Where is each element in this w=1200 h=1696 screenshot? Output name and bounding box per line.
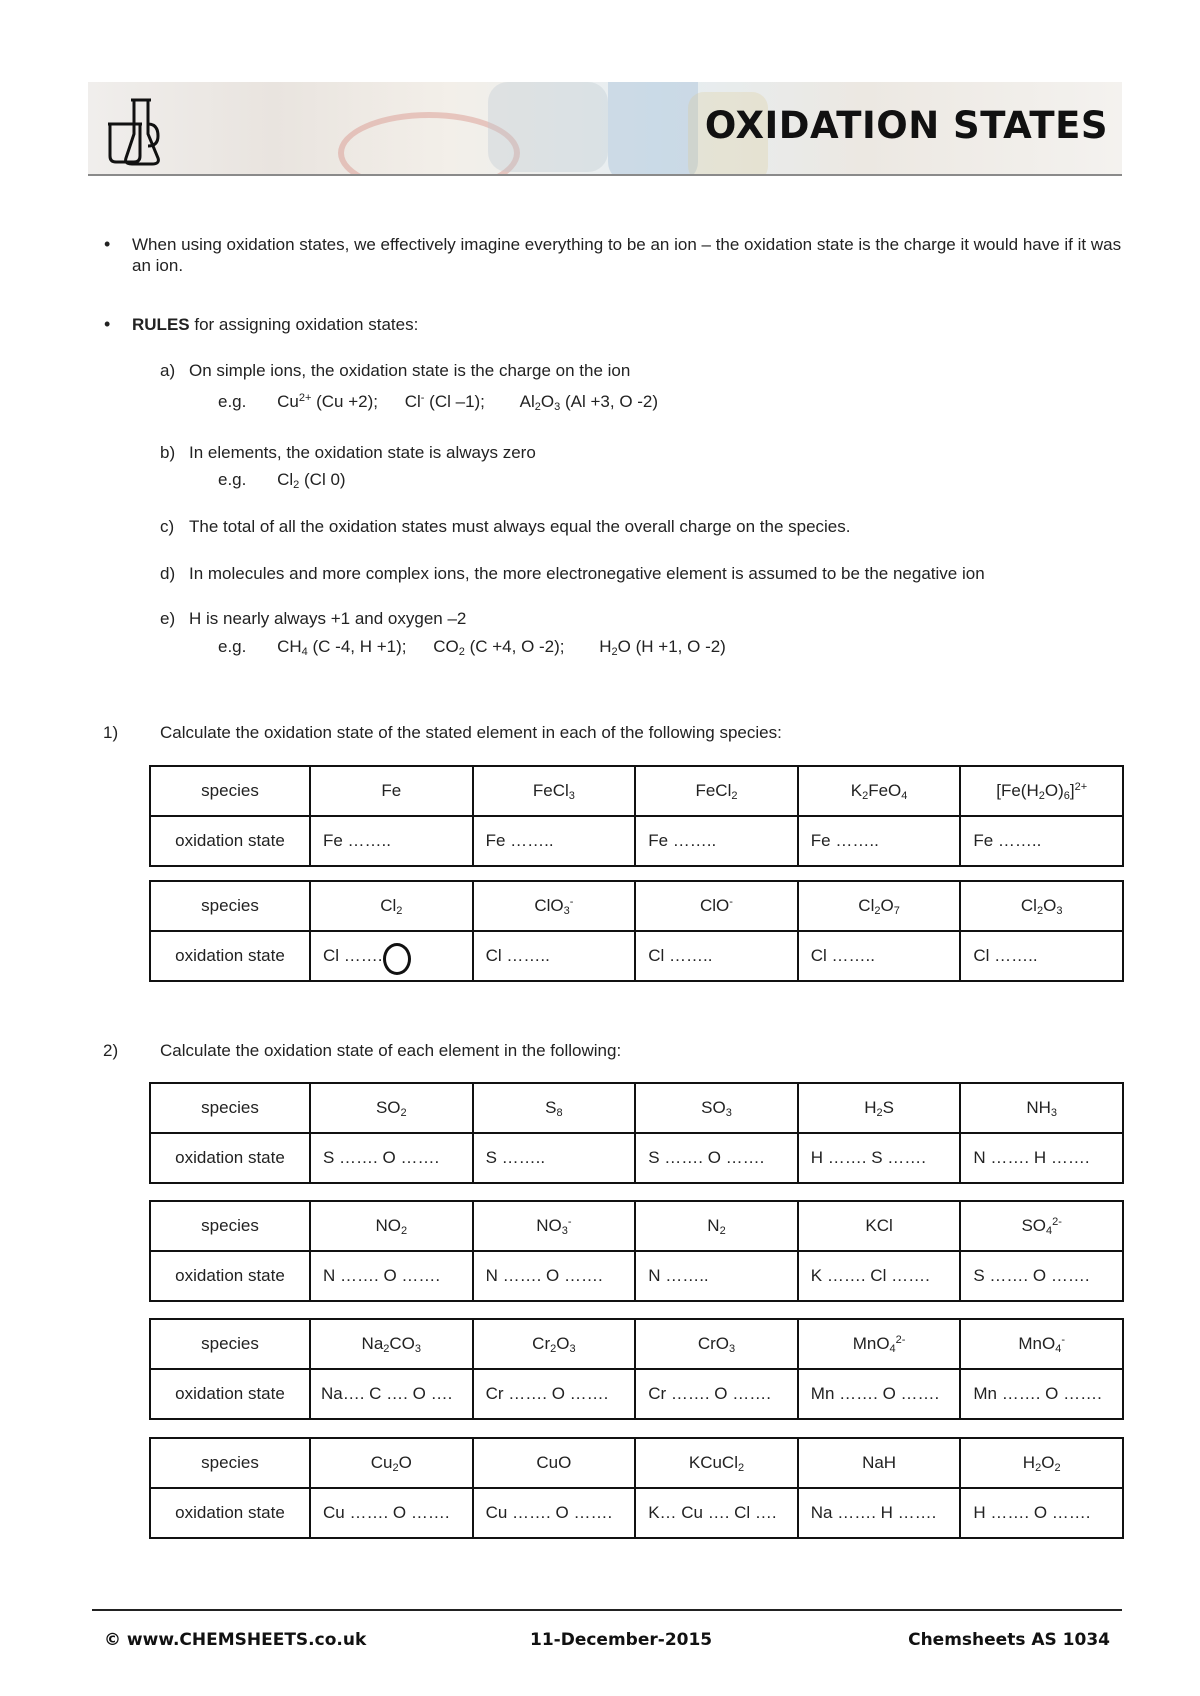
lab-glassware-icon xyxy=(104,94,164,166)
answer-cell[interactable]: S ……. O ……. xyxy=(960,1251,1123,1301)
answer-cell[interactable]: Cl …….. xyxy=(635,931,798,981)
answer-cell[interactable]: Cu ……. O ……. xyxy=(473,1488,636,1538)
answer-cell[interactable]: Mn ……. O ……. xyxy=(798,1369,961,1419)
species-cell: $Cu_2O$ xyxy=(310,1438,473,1488)
table-1 xyxy=(149,765,1124,867)
answer-cell[interactable]: Cl …….. xyxy=(310,931,473,981)
species-cell: $Cl_2$ xyxy=(310,881,473,931)
rules-heading-rest: for assigning oxidation states: xyxy=(189,315,419,334)
row-label-oxidation-state: oxidation state xyxy=(150,931,310,981)
answer-cell[interactable]: Na ……. H ……. xyxy=(798,1488,961,1538)
species-cell: ClO$_3$- xyxy=(473,881,636,931)
species-cell: $S_8$ xyxy=(473,1083,636,1133)
row-label-oxidation-state: oxidation state xyxy=(150,816,310,866)
rule-d: d) In molecules and more complex ions, the more electronegative element is assumed to be the negative ion xyxy=(160,564,985,583)
answer-cell[interactable]: Na…. C …. O …. xyxy=(310,1369,473,1419)
species-cell: NaH xyxy=(798,1438,961,1488)
species-cell: $Cl_2O_3$ xyxy=(960,881,1123,931)
answer-cell[interactable]: S ……. O ……. xyxy=(310,1133,473,1183)
species-cell: MnO$_4$- xyxy=(960,1319,1123,1369)
answer-cell[interactable]: N ……. H ……. xyxy=(960,1133,1123,1183)
rule-b: b) In elements, the oxidation state is always zero xyxy=(160,443,536,462)
answer-cell[interactable]: Fe …….. xyxy=(473,816,636,866)
species-cell: FeCl$_2$ xyxy=(635,766,798,816)
answer-cell[interactable]: N ……. O ……. xyxy=(473,1251,636,1301)
species-cell: $N_2$ xyxy=(635,1201,798,1251)
footer-date: 11-December-2015 xyxy=(530,1630,713,1650)
answer-cell[interactable]: Mn ……. O ……. xyxy=(960,1369,1123,1419)
page-title: OXIDATION STATES xyxy=(704,104,1108,147)
row-label-species: species xyxy=(150,1319,310,1369)
species-cell: FeCl$_3$ xyxy=(473,766,636,816)
footer-website: © www.CHEMSHEETS.co.uk xyxy=(104,1630,367,1650)
species-cell: $NH_3$ xyxy=(960,1083,1123,1133)
answer-cell[interactable]: Fe …….. xyxy=(960,816,1123,866)
header-banner xyxy=(88,82,1122,176)
row-label-species: species xyxy=(150,881,310,931)
species-cell: ClO- xyxy=(635,881,798,931)
species-cell: $NO_2$ xyxy=(310,1201,473,1251)
species-cell: $Cl_2O_7$ xyxy=(798,881,961,931)
question-1-number: 1) xyxy=(103,723,119,742)
rule-a-example: e.g. $Cu^{2+}$ (Cu +2); Cl- (Cl –1); $Al_2O_3$ (Al +3, O -2) xyxy=(218,392,659,413)
row-label-species: species xyxy=(150,1083,310,1133)
row-label-species: species xyxy=(150,766,310,816)
species-cell: MnO$_4^{2-}$ xyxy=(798,1319,961,1369)
bullet-icon: • xyxy=(104,234,111,254)
species-cell: $H_2S$ xyxy=(798,1083,961,1133)
table-6 xyxy=(149,1437,1124,1539)
table-3 xyxy=(149,1082,1124,1184)
rule-c: c) The total of all the oxidation states must always equal the overall charge on the species. xyxy=(160,517,851,536)
table-5 xyxy=(149,1318,1124,1420)
species-cell: $SO_2$ xyxy=(310,1083,473,1133)
row-label-oxidation-state: oxidation state xyxy=(150,1251,310,1301)
species-cell: CuO xyxy=(473,1438,636,1488)
answer-cell[interactable]: N …….. xyxy=(635,1251,798,1301)
species-cell: CrO$_3$ xyxy=(635,1319,798,1369)
rule-e-example: e.g. $CH_4$ (C -4, H +1); $CO_2$ (C +4, O -2); $H_2O$ (H +1, O -2) xyxy=(218,637,726,658)
answer-cell[interactable]: K ……. Cl ……. xyxy=(798,1251,961,1301)
question-2-number: 2) xyxy=(103,1041,119,1060)
species-cell: Fe xyxy=(310,766,473,816)
table-2 xyxy=(149,880,1124,982)
bullet-icon: • xyxy=(104,314,111,334)
footer-divider xyxy=(92,1609,1122,1611)
answer-cell[interactable]: Cl …….. xyxy=(473,931,636,981)
row-label-oxidation-state: oxidation state xyxy=(150,1369,310,1419)
species-cell: $Na_2CO_3$ xyxy=(310,1319,473,1369)
answer-cell[interactable]: H ……. O ……. xyxy=(960,1488,1123,1538)
species-cell: $[Fe(H_2O)_6]^{2+}$ xyxy=(960,766,1123,816)
species-cell: $NO_3^-$ xyxy=(473,1201,636,1251)
row-label-oxidation-state: oxidation state xyxy=(150,1133,310,1183)
answer-cell[interactable]: Cl …….. xyxy=(960,931,1123,981)
species-cell: $SO_3$ xyxy=(635,1083,798,1133)
rule-b-example: e.g. $Cl_2$ (Cl 0) xyxy=(218,470,346,491)
answer-cell[interactable]: Fe …….. xyxy=(798,816,961,866)
footer-reference: Chemsheets AS 1034 xyxy=(908,1630,1110,1650)
question-1-text: Calculate the oxidation state of the stated element in each of the following species: xyxy=(160,723,782,742)
row-label-species: species xyxy=(150,1201,310,1251)
rules-heading: RULES xyxy=(132,315,190,334)
answer-cell[interactable]: Fe …….. xyxy=(310,816,473,866)
species-cell: $K_2FeO_4$ xyxy=(798,766,961,816)
row-label-oxidation-state: oxidation state xyxy=(150,1488,310,1538)
answer-cell[interactable]: S …….. xyxy=(473,1133,636,1183)
answer-cell[interactable]: S ……. O ……. xyxy=(635,1133,798,1183)
answer-cell[interactable]: Cl …….. xyxy=(798,931,961,981)
answer-cell[interactable]: K… Cu …. Cl …. xyxy=(635,1488,798,1538)
species-cell: KCuCl$_2$ xyxy=(635,1438,798,1488)
species-cell: KCl xyxy=(798,1201,961,1251)
species-cell: $SO_4^{2-}$ xyxy=(960,1201,1123,1251)
answer-cell[interactable]: N ……. O ……. xyxy=(310,1251,473,1301)
question-2-text: Calculate the oxidation state of each element in the following: xyxy=(160,1041,622,1060)
table-4 xyxy=(149,1200,1124,1302)
rule-e: e) H is nearly always +1 and oxygen –2 xyxy=(160,609,467,628)
answer-cell[interactable]: Cr ……. O ……. xyxy=(635,1369,798,1419)
answer-cell[interactable]: H ……. S ……. xyxy=(798,1133,961,1183)
answer-cell[interactable]: Fe …….. xyxy=(635,816,798,866)
row-label-species: species xyxy=(150,1438,310,1488)
species-cell: $H_2O_2$ xyxy=(960,1438,1123,1488)
rule-a: a) On simple ions, the oxidation state is the charge on the ion xyxy=(160,361,631,380)
species-cell: $Cr_2O_3$ xyxy=(473,1319,636,1369)
intro-text: When using oxidation states, we effectively imagine everything to be an ion – the oxidation state is the charge it would have if it was an ion. xyxy=(132,235,1122,275)
answer-cell[interactable]: Cu ……. O ……. xyxy=(310,1488,473,1538)
handwritten-circle-mark xyxy=(383,943,411,975)
answer-cell[interactable]: Cr ……. O ……. xyxy=(473,1369,636,1419)
